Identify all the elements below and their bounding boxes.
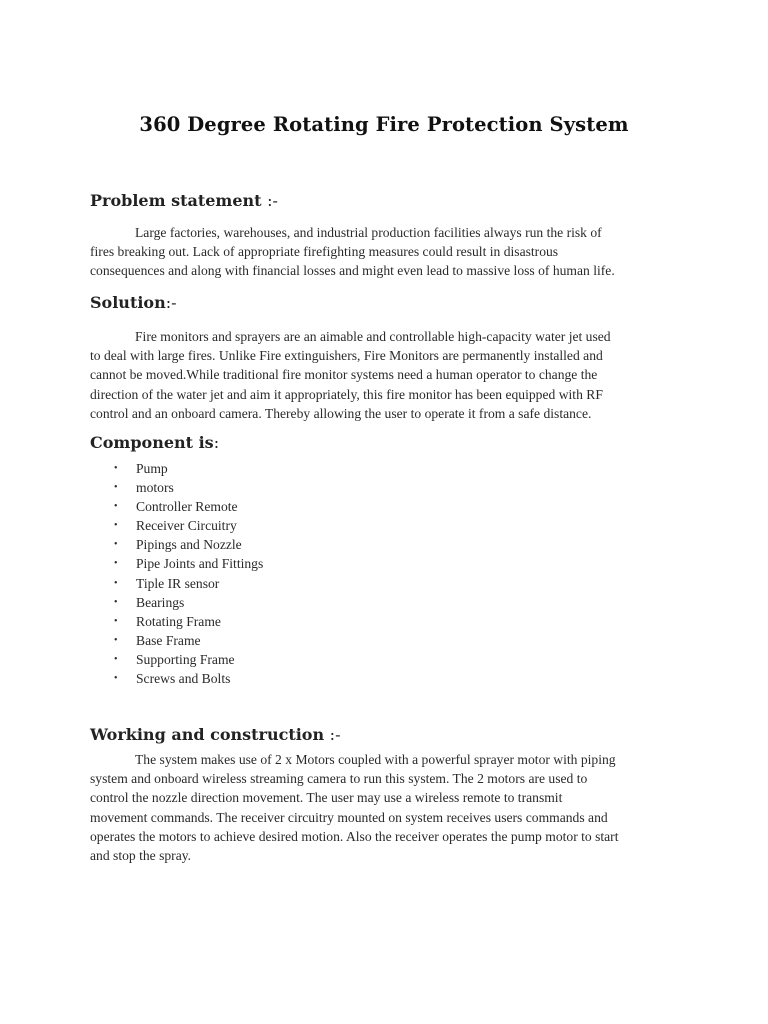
bullet-icon: •: [114, 653, 118, 665]
paragraph-line: operates the motors to achieve desired motion. Also the receiver operates the pump motor to start: [90, 828, 619, 844]
bullet-icon: •: [114, 615, 118, 627]
list-item: [90, 478, 263, 497]
paragraph-line: fires breaking out. Lack of appropriate firefighting measures could result in disastrous: [90, 244, 559, 260]
components-heading-text: Component is: [90, 433, 214, 452]
paragraph-line: Fire monitors and sprayers are an aimable and controllable high-capacity water jet used: [135, 329, 611, 344]
list-item: [90, 631, 263, 650]
solution-paragraph: [90, 327, 690, 423]
list-item: [90, 497, 263, 516]
solution-heading: [90, 293, 177, 312]
paragraph-line: Large factories, warehouses, and industrial production facilities always run the risk of: [135, 225, 602, 240]
paragraph-line: movement commands. The receiver circuitry mounted on system receives users commands and: [90, 809, 608, 825]
bullet-icon: •: [114, 463, 118, 474]
component-item-label: Controller Remote: [136, 499, 238, 515]
component-item-label: motors: [136, 480, 174, 496]
paragraph-line: control the nozzle direction movement. The user may use a wireless remote to transmit: [90, 790, 563, 806]
bullet-icon: •: [114, 577, 118, 589]
list-item: [90, 574, 263, 593]
working-construction-paragraph: [90, 750, 710, 865]
problem-statement-paragraph: [90, 223, 690, 281]
bullet-icon: •: [114, 634, 118, 646]
list-item: [90, 650, 263, 669]
list-item: [90, 459, 263, 478]
document-title: 360 Degree Rotating Fire Protection System: [139, 113, 629, 136]
paragraph-line: and stop the spray.: [90, 848, 192, 864]
paragraph-line: to deal with large fires. Unlike Fire extinguishers, Fire Monitors are permanently installed and: [90, 348, 603, 364]
solution-heading-suffix: :-: [165, 293, 177, 312]
component-item-label: Supporting Frame: [136, 651, 235, 667]
list-item: [90, 554, 263, 573]
component-item-label: Rotating Frame: [136, 613, 221, 629]
component-item-label: Pipe Joints and Fittings: [136, 556, 264, 572]
problem-heading-suffix: :-: [267, 191, 278, 210]
bullet-icon: •: [114, 539, 118, 551]
paragraph-line: The system makes use of 2 x Motors coupled with a powerful sprayer motor with piping: [135, 752, 616, 767]
paragraph-line: system and onboard wireless streaming camera to run this system. The 2 motors are used to: [90, 771, 588, 787]
component-item-label: Pipings and Nozzle: [136, 537, 242, 553]
paragraph-line: consequences and along with financial losses and might even lead to massive loss of human life.: [90, 263, 615, 279]
component-item-label: Screws and Bolts: [136, 671, 231, 687]
bullet-icon: •: [114, 501, 118, 513]
problem-statement-heading: [90, 191, 278, 210]
components-heading-suffix: :: [213, 433, 220, 452]
list-item: [90, 535, 263, 554]
bullet-icon: •: [114, 558, 118, 570]
paragraph-line: cannot be moved.While traditional fire monitor systems need a human operator to change the: [90, 367, 598, 383]
bullet-icon: •: [114, 596, 118, 608]
paragraph-line: control and an onboard camera. Thereby allowing the user to operate it from a safe distance.: [90, 405, 592, 421]
bullet-icon: •: [114, 520, 118, 532]
components-list: [90, 459, 263, 688]
solution-heading-text: Solution: [90, 293, 166, 312]
list-item: [90, 612, 263, 631]
component-item-label: Bearings: [136, 594, 185, 610]
working-heading-text: Working and construction: [90, 725, 330, 744]
component-item-label: Receiver Circuitry: [136, 518, 237, 534]
working-heading-suffix: :-: [329, 725, 341, 744]
working-construction-heading: [90, 725, 340, 744]
problem-heading-text: Problem statement: [90, 191, 268, 210]
bullet-icon: •: [114, 482, 118, 494]
list-item: [90, 516, 263, 535]
bullet-icon: •: [114, 673, 118, 685]
components-heading: [90, 433, 219, 452]
component-item-label: Pump: [136, 461, 168, 476]
paragraph-line: direction of the water jet and aim it appropriately, this fire monitor has been equipped with RF: [90, 386, 603, 402]
list-item: [90, 669, 263, 688]
list-item: [90, 593, 263, 612]
component-item-label: Base Frame: [136, 632, 201, 648]
component-item-label: Tiple IR sensor: [136, 575, 220, 591]
